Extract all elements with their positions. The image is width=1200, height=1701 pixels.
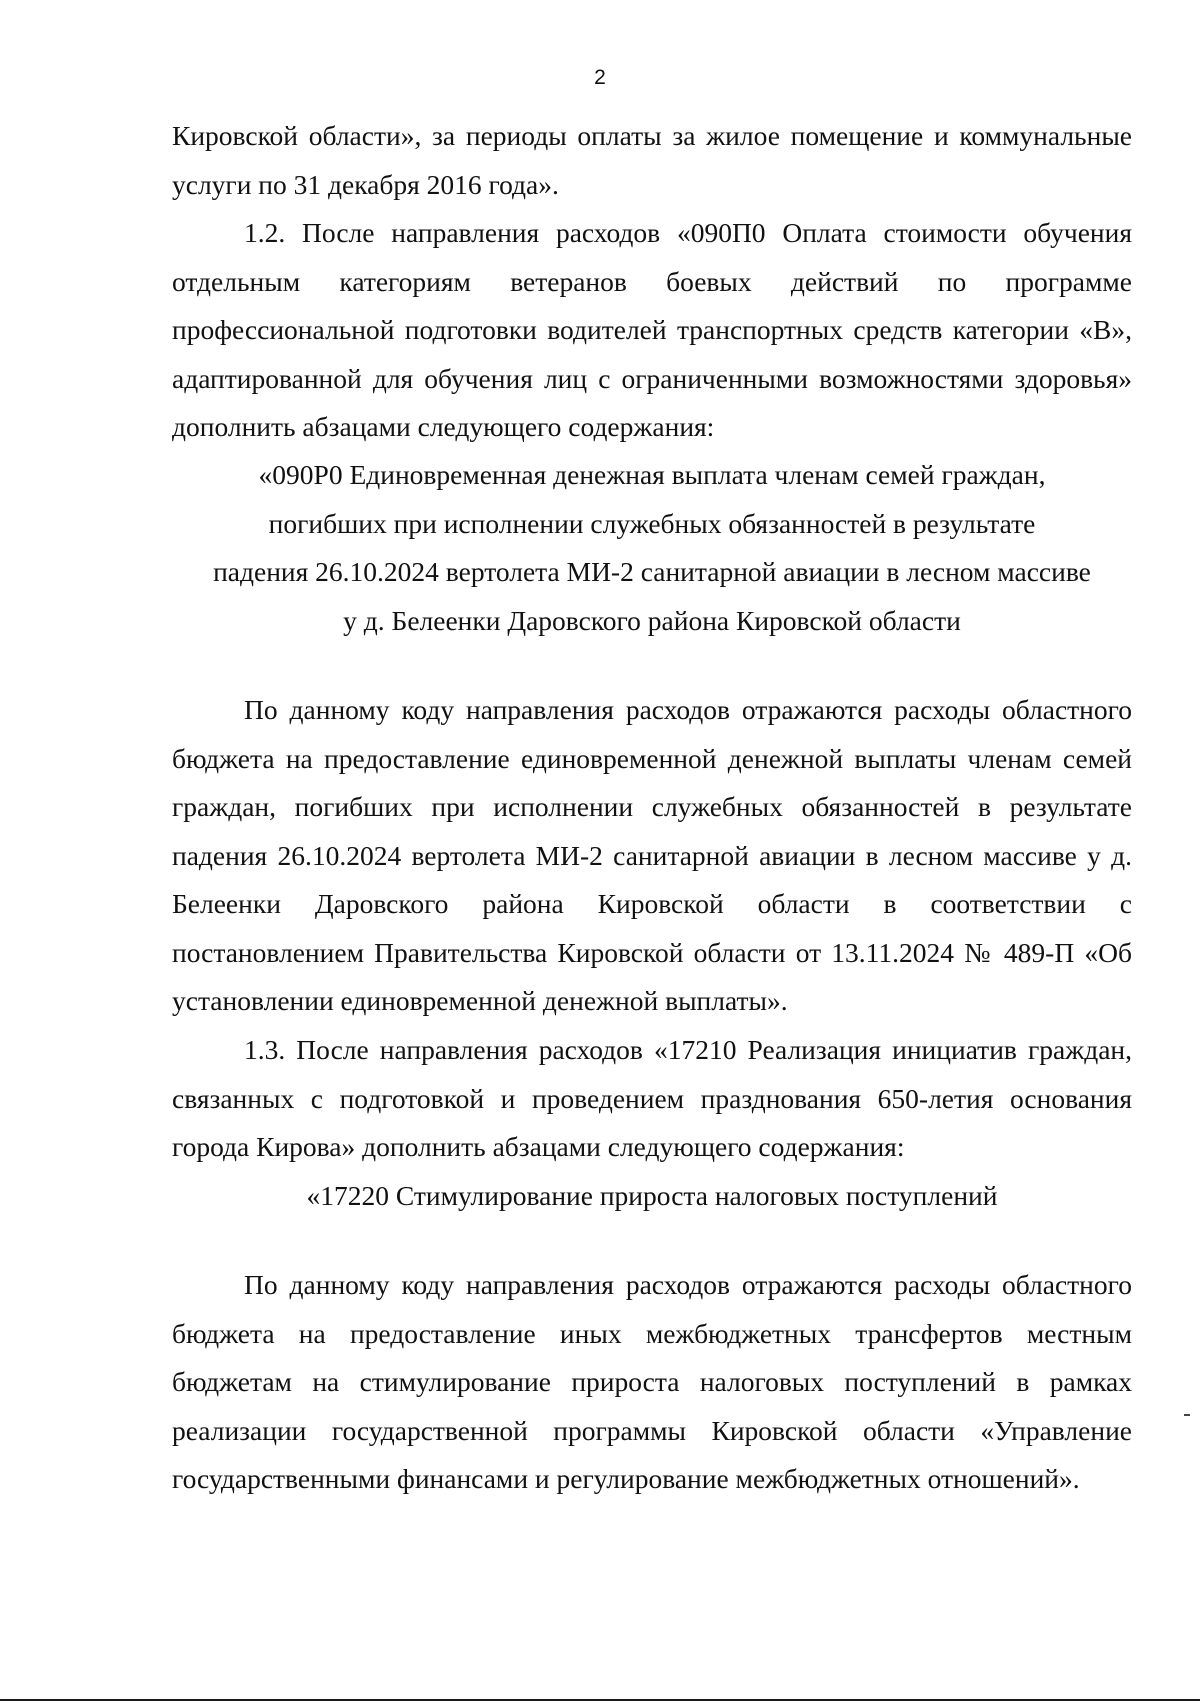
paragraph-1: Кировской области», за периоды оплаты за жилое помещение и коммунальные услуги по 31 декабря 2016 года». [172, 120, 1132, 200]
section-1-2 [172, 209, 1132, 452]
heading-line-2: погибших при исполнении служебных обязанностей в результате [268, 507, 1036, 539]
heading-line-3: падения 26.10.2024 вертолета МИ-2 санитарной авиации в лесном массиве [213, 556, 1091, 587]
section-1-3 [172, 1026, 1132, 1172]
description-17220 [172, 1261, 1132, 1504]
scan-artifact-mark [1184, 1414, 1190, 1416]
code-heading-090p0 [172, 451, 1132, 645]
code-heading-17220 [172, 1172, 1132, 1221]
description-090p0 [172, 686, 1132, 1026]
paragraph-continuation [172, 112, 1132, 209]
heading-17220: «17220 Стимулирование прироста налоговых поступлений [306, 1180, 998, 1211]
paragraph-1-3: 1.3. После направления расходов «17210 Реализация инициатив граждан, связанных с подготовкой и проведением празднования 650-летия основания города Кирова» дополнить абзацами следующего содержания: [172, 1034, 1132, 1162]
heading-line-1: «090Р0 Единовременная денежная выплата членам семей граждан, [258, 459, 1046, 490]
paragraph-description-2: По данному коду направления расходов отражаются расходы областного бюджета на предоставление иных межбюджетных трансфертов местным бюджетам на стимулирование прироста налоговых поступлений в рамках реализации государственной программы Кировской области «Управление государственными финансами и регулирование межбюджетных отношений». [172, 1269, 1132, 1494]
page-number: 2 [594, 66, 606, 89]
paragraph-1-2: 1.2. После направления расходов «090П0 Оплата стоимости обучения отдельным категориям ветеранов боевых действий по программе профессиональной подготовки водителей транспортных средств категории «В», адаптированной для обучения лиц с ограниченными возможностями здоровья» дополнить абзацами следующего содержания: [172, 217, 1132, 442]
heading-line-4: у д. Белеенки Даровского района Кировской области [343, 604, 961, 636]
paragraph-description-1: По данному коду направления расходов отражаются расходы областного бюджета на предоставление единовременной денежной выплаты членам семей граждан, погибших при исполнении служебных обязанностей в результате падения 26.10.2024 вертолета МИ-2 санитарной авиации в лесном массиве у д. Белеенки Даровского района Кировской области в соответствии с постановлением Правительства Кировской области от 13.11.2024 № 489-П «Об установлении единовременной денежной выплаты». [172, 694, 1132, 1016]
